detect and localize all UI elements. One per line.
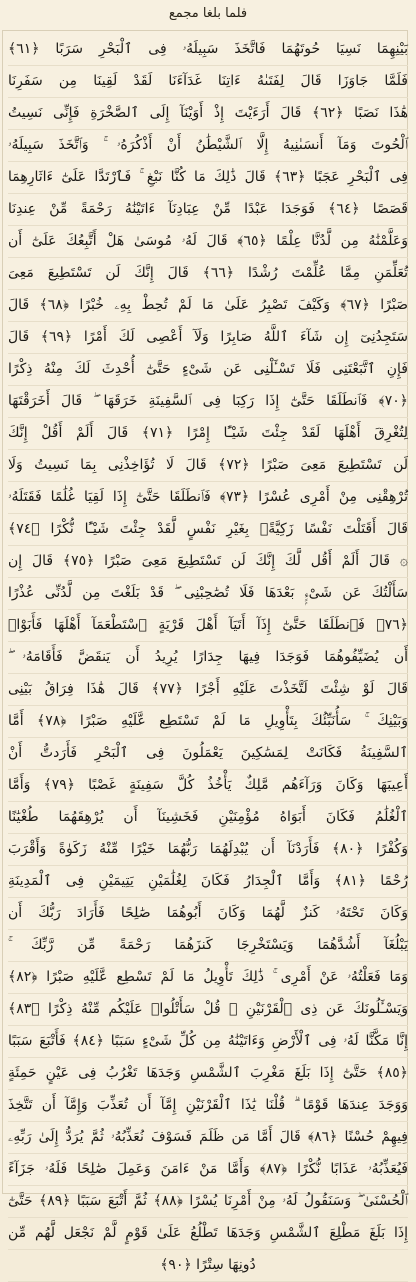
verse-line: أَن يُضَيِّفُوهُمَا فَوَجَدَا فِيهَا جِدَارًا يُرِيدُ أَن يَنقَضَّ فَأَقَامَهُۥ ۖ: [8, 642, 408, 674]
verse-line: ﴿٨٥﴾ حَتَّىٰٓ إِذَا بَلَغَ مَغْرِبَ ٱلشَّمْسِ وَجَدَهَا تَغْرُبُ فِى عَيْنٍ حَمِئَةٍ: [8, 1058, 408, 1090]
verse-line: ٱلْحُسْنَىٰ ۖ وَسَنَقُولُ لَهُۥ مِنْ أَمْرِنَا يُسْرًا ﴿٨٨﴾ ثُمَّ أَتْبَعَ سَبَبًا ﴿٨٩﴾ حَتَّىٰٓ: [8, 1186, 408, 1218]
verse-line: وَيَسْـَٔلُونَكَ عَن ذِى ٱلْقَرْنَيْنِ ۖ قُلْ سَأَتْلُوا۟ عَلَيْكُم مِّنْهُ ذِكْرًا ﴿٨٣﴾: [8, 994, 408, 1026]
verse-line: وَكَانَ تَحْتَهُۥ كَنزٌ لَّهُمَا وَكَانَ أَبُوهُمَا صَٰلِحًا فَأَرَادَ رَبُّكَ أَن: [8, 898, 408, 930]
verse-line: ﴿٧٠﴾ فَٱنطَلَقَا حَتَّىٰٓ إِذَا رَكِبَا فِى ٱلسَّفِينَةِ خَرَقَهَا ۖ قَالَ أَخَرَقْتَهَا: [8, 386, 408, 418]
verse-line: قَالَ أَقَتَلْتَ نَفْسًا زَكِيَّةًۢ بِغَيْرِ نَفْسٍ لَّقَدْ جِئْتَ شَيْـًٔا نُّكْرًا ﴿٧٤﴾: [8, 514, 408, 546]
verse-line: يَبْلُغَآ أَشُدَّهُمَا وَيَسْتَخْرِجَا كَنزَهُمَا رَحْمَةً مِّن رَّبِّكَ ۚ: [8, 930, 408, 962]
verse-line: فَيُعَذِّبُهُۥ عَذَابًا نُّكْرًا ﴿٨٧﴾ وَأَمَّا مَنْ ءَامَنَ وَعَمِلَ صَٰلِحًا فَلَهُۥ جَزَآءً: [8, 1154, 408, 1186]
verse-line: قَالَ لَوْ شِئْتَ لَتَّخَذْتَ عَلَيْهِ أَجْرًا ﴿٧٧﴾ قَالَ هَٰذَا فِرَاقُ بَيْنِى: [8, 674, 408, 706]
verse-line: فِيهِمْ حُسْنًا ﴿٨٦﴾ قَالَ أَمَّا مَن ظَلَمَ فَسَوْفَ نُعَذِّبُهُۥ ثُمَّ يُرَدُّ إِلَىٰ رَبِّهِۦ: [8, 1122, 408, 1154]
page-header: فلما بلغا مجمع: [168, 6, 248, 21]
verse-line: رُحْمًا ﴿٨١﴾ وَأَمَّا ٱلْجِدَارُ فَكَانَ لِغُلَٰمَيْنِ يَتِيمَيْنِ فِى ٱلْمَدِينَةِ: [8, 866, 408, 898]
verse-line: بَيْنِهِمَا نَسِيَا حُوتَهُمَا فَاتَّخَذَ سَبِيلَهُۥ فِى ٱلْبَحْرِ سَرَبًا ﴿٦١﴾: [8, 34, 408, 66]
verse-line: تُرْهِقْنِى مِنْ أَمْرِى عُسْرًا ﴿٧٣﴾ فَٱنطَلَقَا حَتَّىٰٓ إِذَا لَقِيَا غُلَٰمًا فَقَتَلَهُۥ: [8, 482, 408, 514]
verse-line: أَعِيبَهَا وَكَانَ وَرَآءَهُم مَّلِكٌ يَأْخُذُ كُلَّ سَفِينَةٍ غَصْبًا ﴿٧٩﴾ وَأَمَّا: [8, 770, 408, 802]
verse-line: هَٰذَا نَصَبًا ﴿٦٢﴾ قَالَ أَرَءَيْتَ إِذْ أَوَيْنَآ إِلَى ٱلصَّخْرَةِ فَإِنِّى نَسِيتُ: [8, 98, 408, 130]
verse-line: وَبَيْنِكَ ۚ سَأُنَبِّئُكَ بِتَأْوِيلِ مَا لَمْ تَسْتَطِع عَّلَيْهِ صَبْرًا ﴿٧٨﴾ أَمَّا: [8, 706, 408, 738]
verse-line: ٱلْغُلَٰمُ فَكَانَ أَبَوَاهُ مُؤْمِنَيْنِ فَخَشِينَآ أَن يُرْهِقَهُمَا طُغْيَٰنًا: [8, 802, 408, 834]
verse-line: دُونِهَا سِتْرًا ﴿٩٠﴾: [8, 1250, 408, 1282]
verse-line: قَصَصًا ﴿٦٤﴾ فَوَجَدَا عَبْدًا مِّنْ عِبَادِنَآ ءَاتَيْنَٰهُ رَحْمَةً مِّنْ عِندِنَا: [8, 194, 408, 226]
verse-line: ٱلسَّفِينَةُ فَكَانَتْ لِمَسَٰكِينَ يَعْمَلُونَ فِى ٱلْبَحْرِ فَأَرَدتُّ أَنْ: [8, 738, 408, 770]
verse-line: وَمَا فَعَلْتُهُۥ عَنْ أَمْرِى ۚ ذَٰلِكَ تَأْوِيلُ مَا لَمْ تَسْطِع عَّلَيْهِ صَبْرًا ﴿٨٢﴾: [8, 962, 408, 994]
verse-line: صَبْرًا ﴿٦٧﴾ وَكَيْفَ تَصْبِرُ عَلَىٰ مَا لَمْ تُحِطْ بِهِۦ خُبْرًا ﴿٦٨﴾ قَالَ: [8, 290, 408, 322]
verse-line: لِتُغْرِقَ أَهْلَهَا لَقَدْ جِئْتَ شَيْـًٔا إِمْرًا ﴿٧١﴾ قَالَ أَلَمْ أَقُلْ إِنَّكَ: [8, 418, 408, 450]
verse-line: سَتَجِدُنِىٓ إِن شَآءَ ٱللَّهُ صَابِرًا وَلَآ أَعْصِى لَكَ أَمْرًا ﴿٦٩﴾ قَالَ: [8, 322, 408, 354]
verse-line: فَلَمَّا جَاوَزَا قَالَ لِفَتَىٰهُ ءَاتِنَا غَدَآءَنَا لَقَدْ لَقِينَا مِن سَفَرِنَا: [8, 66, 408, 98]
verse-line: لَن تَسْتَطِيعَ مَعِىَ صَبْرًا ﴿٧٢﴾ قَالَ لَا تُؤَاخِذْنِى بِمَا نَسِيتُ وَلَا: [8, 450, 408, 482]
verse-line: إِذَا بَلَغَ مَطْلِعَ ٱلشَّمْسِ وَجَدَهَا تَطْلُعُ عَلَىٰ قَوْمٍ لَّمْ نَجْعَل لَّهُم مِّن: [8, 1218, 408, 1250]
verse-line: ﴿٧٦﴾ فَٱنطَلَقَا حَتَّىٰٓ إِذَآ أَتَيَآ أَهْلَ قَرْيَةٍ ٱسْتَطْعَمَآ أَهْلَهَا فَأَبَوْا۟: [8, 610, 408, 642]
verse-line: تُعَلِّمَنِ مِمَّا عُلِّمْتَ رُشْدًا ﴿٦٦﴾ قَالَ إِنَّكَ لَن تَسْتَطِيعَ مَعِىَ: [8, 258, 408, 290]
verse-line: وَوَجَدَ عِندَهَا قَوْمًا ۗ قُلْنَا يَٰذَا ٱلْقَرْنَيْنِ إِمَّآ أَن تُعَذِّبَ وَإِمَّآ أَن تَتَّخِذَ: [8, 1090, 408, 1122]
verse-line: وَكُفْرًا ﴿٨٠﴾ فَأَرَدْنَآ أَن يُبْدِلَهُمَا رَبُّهُمَا خَيْرًا مِّنْهُ زَكَوٰةً وَأَقْرَبَ: [8, 834, 408, 866]
verse-line: فَإِنِ ٱتَّبَعْتَنِى فَلَا تَسْـَٔلْنِى عَن شَىْءٍ حَتَّىٰٓ أُحْدِثَ لَكَ مِنْهُ ذِكْرًا: [8, 354, 408, 386]
verse-line: سَأَلْتُكَ عَن شَىْءٍۭ بَعْدَهَا فَلَا تُصَٰحِبْنِى ۖ قَدْ بَلَغْتَ مِن لَّدُنِّى عُذْرًا: [8, 578, 408, 610]
verse-line: فِى ٱلْبَحْرِ عَجَبًا ﴿٦٣﴾ قَالَ ذَٰلِكَ مَا كُنَّا نَبْغِ ۚ فَٱرْتَدَّا عَلَىٰٓ ءَاثَارِهِمَا: [8, 162, 408, 194]
verse-line: ٱلْحُوتَ وَمَآ أَنسَىٰنِيهُ إِلَّا ٱلشَّيْطَٰنُ أَنْ أَذْكُرَهُۥ ۚ وَٱتَّخَذَ سَبِيلَهُۥ: [8, 130, 408, 162]
verse-line: وَعَلَّمْنَٰهُ مِن لَّدُنَّا عِلْمًا ﴿٦٥﴾ قَالَ لَهُۥ مُوسَىٰ هَلْ أَتَّبِعُكَ عَلَىٰٓ أَن: [8, 226, 408, 258]
verse-lines: [8, 34, 408, 1282]
verse-line: ۞ قَالَ أَلَمْ أَقُل لَّكَ إِنَّكَ لَن تَسْتَطِيعَ مَعِىَ صَبْرًا ﴿٧٥﴾ قَالَ إِن: [8, 546, 408, 578]
verse-line: إِنَّا مَكَّنَّا لَهُۥ فِى ٱلْأَرْضِ وَءَاتَيْنَٰهُ مِن كُلِّ شَىْءٍ سَبَبًا ﴿٨٤﴾ فَأَتْبَعَ سَبَبًا: [8, 1026, 408, 1058]
